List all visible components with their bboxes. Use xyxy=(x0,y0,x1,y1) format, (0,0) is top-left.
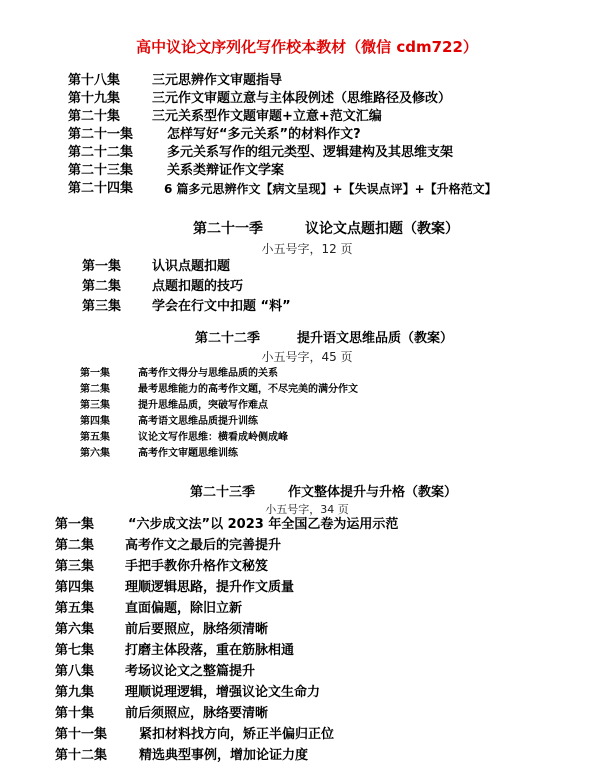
episode-number: 第二十四集 xyxy=(68,181,134,196)
list-item xyxy=(82,277,482,297)
list-item xyxy=(55,514,505,535)
episode-title: 提升思维品质，突破写作难点 xyxy=(138,400,268,411)
episode-number: 第八集 xyxy=(55,664,95,679)
season-subtitle: 小五号字，45 页 xyxy=(261,350,353,364)
episode-title: 理顺逻辑思路，提升作文质量 xyxy=(125,580,295,595)
episode-title: 议论文写作思维：横看成岭侧成峰 xyxy=(138,432,288,443)
episode-title: 三元关系型作文题审题+立意+范文汇编 xyxy=(152,109,382,124)
episode-number: 第九集 xyxy=(55,685,95,700)
episode-title: 考场议论文之整篇提升 xyxy=(125,664,256,679)
episode-title: 关系类辩证作文学案 xyxy=(167,163,285,178)
episode-title: 高考语文思维品质提升训练 xyxy=(138,416,258,427)
episode-title: 直面偏题，除旧立新 xyxy=(125,601,243,616)
episode-title: 前后须照应，脉络要清晰 xyxy=(125,706,269,721)
list-item xyxy=(68,162,568,180)
episode-number: 第十一集 xyxy=(55,727,108,742)
episode-number: 第二集 xyxy=(80,384,110,395)
episode-number: 第四集 xyxy=(55,580,95,595)
episode-number: 第二十一集 xyxy=(68,127,134,142)
episode-number: 第五集 xyxy=(80,432,110,443)
episode-title: 怎样写好“多元关系”的材料作文? xyxy=(167,127,361,142)
list-item xyxy=(80,382,480,398)
list-item xyxy=(55,703,505,724)
episode-title: 高考作文得分与思维品质的关系 xyxy=(138,368,278,379)
episode-number: 第七集 xyxy=(55,643,95,658)
season-title: 议论文点题扣题（教案） xyxy=(305,221,459,237)
list-item xyxy=(68,72,568,90)
episode-number: 第六集 xyxy=(80,448,110,459)
episode-title: 高考作文审题思维训练 xyxy=(138,448,238,459)
episode-title: 打磨主体段落，重在筋脉相通 xyxy=(125,643,295,658)
episode-title: 高考作文之最后的完善提升 xyxy=(125,538,282,553)
episode-number: 第三集 xyxy=(80,400,110,411)
list-item xyxy=(82,257,482,277)
episode-title: 认识点题扣题 xyxy=(152,259,231,274)
season-title: 提升语文思维品质（教案） xyxy=(297,331,454,346)
episode-title: 精选典型事例，增加论证力度 xyxy=(139,748,309,763)
season-number: 第二十二季 xyxy=(195,331,261,346)
episode-title: “六步成文法”以 2023 年全国乙卷为运用示范 xyxy=(128,517,399,532)
page-title: 高中议论文序列化写作校本教材（微信 cdm722） xyxy=(136,38,478,56)
episode-title: 多元关系写作的组元类型、逻辑建构及其思维支架 xyxy=(167,145,454,160)
list-item xyxy=(68,144,568,162)
list-item xyxy=(80,446,480,462)
episode-number: 第二十集 xyxy=(68,109,121,124)
list-item xyxy=(55,577,505,598)
list-item xyxy=(55,640,505,661)
episode-number: 第十二集 xyxy=(55,748,108,763)
list-item xyxy=(55,724,505,745)
episode-title: 点题扣题的技巧 xyxy=(152,279,244,294)
episode-title: 最考思维能力的高考作文题，不尽完美的满分作文 xyxy=(138,384,358,395)
episode-title: 三元思辨作文审题指导 xyxy=(152,73,283,88)
episode-number: 第十集 xyxy=(55,706,95,721)
episode-title: 三元作文审题立意与主体段例述（思维路径及修改） xyxy=(152,91,452,106)
list-item xyxy=(55,535,505,556)
season-number: 第二十三季 xyxy=(190,485,256,500)
list-item xyxy=(55,556,505,577)
season-title: 作文整体提升与升格（教案） xyxy=(288,485,458,500)
list-item xyxy=(55,661,505,682)
list-item xyxy=(55,619,505,640)
episode-number: 第三集 xyxy=(82,299,122,314)
list-item xyxy=(80,366,480,382)
episode-title: 理顺说理逻辑，增强议论文生命力 xyxy=(125,685,321,700)
episode-title: 学会在行文中扣题 “料” xyxy=(152,299,291,314)
episode-number: 第二十三集 xyxy=(68,163,134,178)
episode-title: 手把手教你升格作文秘笈 xyxy=(125,559,269,574)
episode-title: 紧扣材料找方向，矫正半偏归正位 xyxy=(139,727,335,742)
list-item xyxy=(82,297,482,317)
season-subtitle: 小五号字，12 页 xyxy=(261,242,353,256)
list-item xyxy=(80,398,480,414)
episode-number: 第一集 xyxy=(55,517,95,532)
episode-number: 第二十二集 xyxy=(68,145,134,160)
episode-number: 第三集 xyxy=(55,559,95,574)
episode-number: 第十八集 xyxy=(68,73,121,88)
episode-number: 第四集 xyxy=(80,416,110,427)
season-number: 第二十一季 xyxy=(193,221,263,237)
episode-number: 第二集 xyxy=(82,279,122,294)
list-item xyxy=(55,682,505,703)
episode-number: 第一集 xyxy=(82,259,122,274)
list-item xyxy=(68,108,568,126)
season-subtitle: 小五号字，34 页 xyxy=(265,503,349,516)
episode-number: 第二集 xyxy=(55,538,95,553)
list-item xyxy=(68,90,568,108)
episode-title: 前后要照应，脉络须清晰 xyxy=(125,622,269,637)
list-item xyxy=(55,598,505,619)
episode-number: 第六集 xyxy=(55,622,95,637)
episode-number: 第五集 xyxy=(55,601,95,616)
episode-number: 第一集 xyxy=(80,368,110,379)
list-item xyxy=(80,430,480,446)
episode-title: 6 篇多元思辨作文【病文呈现】+【失误点评】+【升格范文】 xyxy=(164,182,497,196)
list-item xyxy=(55,745,505,766)
list-item xyxy=(80,414,480,430)
episode-number: 第十九集 xyxy=(68,91,121,106)
list-item xyxy=(68,180,598,198)
list-item xyxy=(68,126,568,144)
